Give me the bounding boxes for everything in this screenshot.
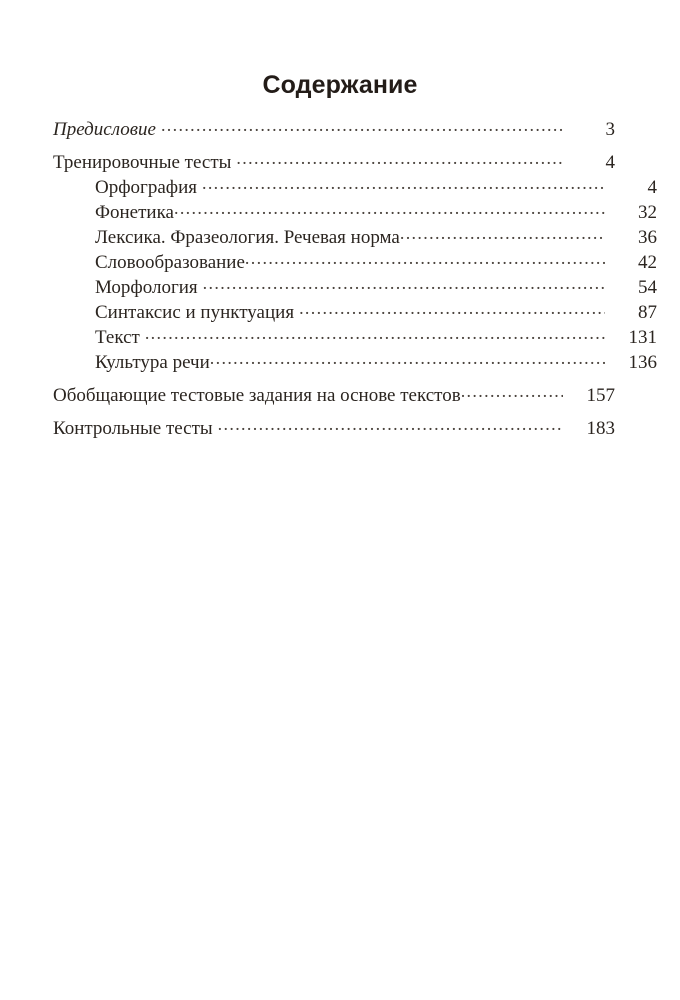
toc-entry[interactable] xyxy=(53,140,615,173)
toc-dot-leader xyxy=(161,116,563,135)
toc-entry[interactable] xyxy=(53,173,657,198)
toc-entry[interactable] xyxy=(53,223,657,248)
toc-entry[interactable] xyxy=(53,406,615,439)
toc-entry-label: Лексика. Фразеология. Речевая норма xyxy=(95,227,400,248)
toc-entry[interactable] xyxy=(53,273,657,298)
toc-entry-page-number: 87 xyxy=(638,302,657,323)
toc-entry[interactable] xyxy=(53,198,657,223)
toc-dot-leader xyxy=(202,174,605,193)
toc-dot-leader xyxy=(145,324,605,343)
toc-entry[interactable] xyxy=(53,116,615,140)
toc-dot-leader xyxy=(299,299,605,318)
page-title: Содержание xyxy=(262,71,418,99)
toc-entry-page-number: 136 xyxy=(628,352,657,373)
toc-entry-page-number: 42 xyxy=(638,252,657,273)
toc-dot-leader xyxy=(210,349,605,368)
toc-entry-page-number: 32 xyxy=(638,202,657,223)
toc-dot-leader xyxy=(400,224,605,243)
toc-dot-leader xyxy=(203,274,605,293)
toc-entry-page-number: 3 xyxy=(605,119,615,140)
toc-entry-label: Морфология xyxy=(95,277,198,298)
toc-entry-page-number: 157 xyxy=(586,385,615,406)
toc-entry[interactable] xyxy=(53,323,657,348)
toc-entry-label: Культура речи xyxy=(95,352,210,373)
toc-dot-leader xyxy=(218,415,563,434)
toc-entry-label: Синтаксис и пунктуация xyxy=(95,302,295,323)
toc-entry-page-number: 54 xyxy=(638,277,657,298)
toc-entry[interactable] xyxy=(53,248,657,273)
toc-dot-leader xyxy=(174,199,605,218)
toc-entry-label: Тренировочные тесты xyxy=(53,152,232,173)
toc-entry-page-number: 4 xyxy=(605,152,615,173)
toc-entry-page-number: 183 xyxy=(586,418,615,439)
toc-entry[interactable] xyxy=(53,348,657,373)
toc-entry[interactable] xyxy=(53,373,615,406)
toc-entry[interactable] xyxy=(53,298,657,323)
toc-dot-leader xyxy=(461,382,563,401)
toc-entry-label: Обобщающие тестовые задания на основе текстов xyxy=(53,385,461,406)
toc-entry-label: Контрольные тесты xyxy=(53,418,213,439)
toc-dot-leader xyxy=(236,149,563,168)
toc-entry-label: Предисловие xyxy=(53,119,156,140)
toc-entry-label: Фонетика xyxy=(95,202,174,223)
toc-entry-page-number: 36 xyxy=(638,227,657,248)
toc-entry-page-number: 131 xyxy=(628,327,657,348)
toc-entry-label: Словообразование xyxy=(95,252,245,273)
table-of-contents xyxy=(53,116,657,439)
toc-entry-label: Орфография xyxy=(95,177,197,198)
toc-entry-label: Текст xyxy=(95,327,140,348)
toc-dot-leader xyxy=(245,249,605,268)
toc-entry-page-number: 4 xyxy=(647,177,657,198)
